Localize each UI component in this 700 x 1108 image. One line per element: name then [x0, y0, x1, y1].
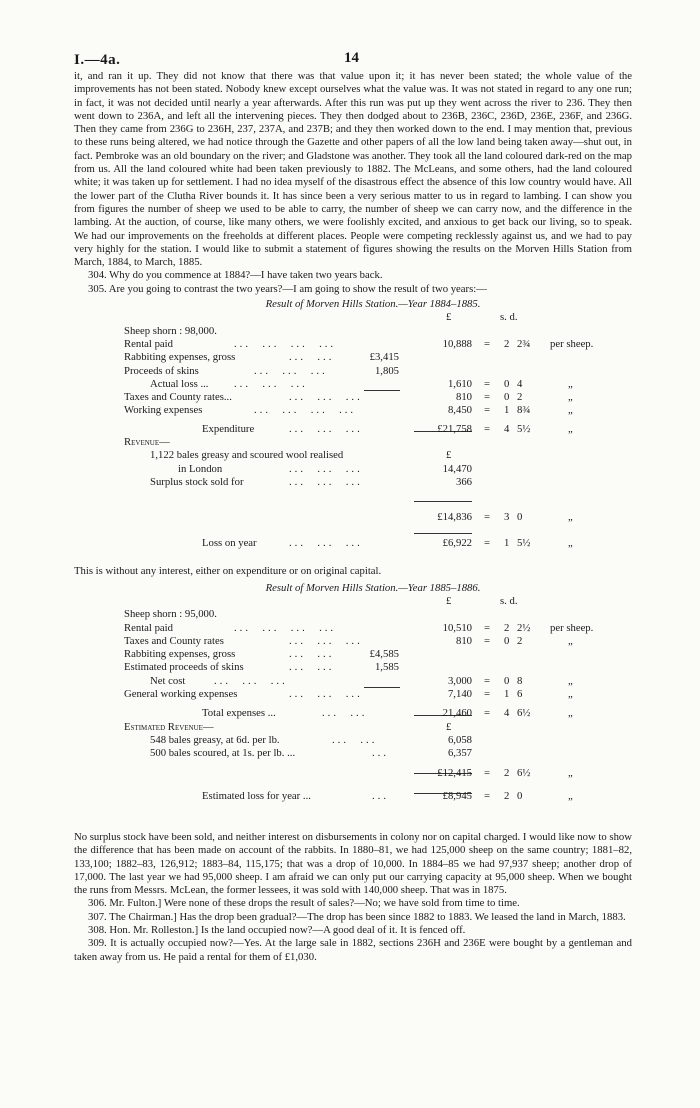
row-label: in London — [178, 462, 223, 475]
table-row: General working expenses ... ... ... 7,140 = 1 6 „ — [124, 688, 573, 701]
row-label: Estimated loss for year ... — [202, 789, 311, 802]
equals: = — [484, 377, 491, 390]
document-page — [74, 40, 632, 964]
equals: = — [484, 634, 491, 647]
pence: 2 — [517, 391, 523, 404]
ditto-mark: „ — [568, 789, 573, 802]
table-row: Taxes and County rates ... ... ... 810 = 0 2 „ — [124, 634, 573, 647]
equals: = — [484, 337, 491, 350]
table-row — [74, 608, 632, 621]
per-sheep: per sheep. — [550, 337, 594, 350]
row-label: Taxes and County rates... — [124, 391, 232, 404]
pence: 2¾ — [517, 337, 531, 350]
pence: 5½ — [517, 422, 531, 435]
equals: = — [484, 674, 491, 687]
ditto-mark: „ — [568, 536, 573, 549]
row-amount: 6,058 — [447, 733, 472, 746]
row-amount: 10,510 — [442, 621, 472, 634]
row-amount: £4,585 — [369, 648, 399, 661]
row-amount: £12,415 — [437, 766, 472, 779]
pence: 5½ — [517, 536, 531, 549]
table-row: Proceeds of skins ... ... ... 1,805 — [124, 364, 399, 377]
equals: = — [484, 536, 491, 549]
ditto-mark: „ — [568, 377, 573, 390]
row-amount: 14,470 — [442, 462, 472, 475]
row-label: Rental paid — [124, 337, 173, 350]
paragraph-testimony: it, and ran it up. They did not know that there was that value upon it; it has never been stated; the whole value of the improvements has not been stated. Nobody knew except ourselves what the value was. It was not stated in regard to any one run; in fact, it was not decided until nearly a year afterwards. After this run was put up they went across the river to 236. They then went down to 236A, and left all the intervening pieces. They then dodged about to 236B, 236C, 236D, 236E, 236F, and 236G. Then they came from 236G to 236H, 237, 237A, and 237B; and they then worked down to the end. I may mention that, previous to these runs being altered, we had notice through the Gazette and other papers of all the low land being taken away—shut out, in fact. Pembroke was an old boundary on the river; and Gladstone was another. They took all the land coloured dark-red on the map from us. All the land coloured white had been taken previously to 1882. The McLeans, and some others, had the land coloured white; it was taken up for settlement. I had no idea myself of the disastrous effect the absence of this low country would have. All the lower part of the Clutha River bounds it. It has since been a very serious matter to us in regard to lambing. I can show you from figures the number of sheep we used to be able to carry, the number of sheep we can carry now, and the difference in the lambing. At the auction, of course, like many others, we were foolishly excited, and anxious to get back our living, so to speak. We had our improvements on the freeholds at different places. People were competing recklessly against us, and we had to pay very highly for the station. I would like to submit a statement of figures showing the results on the Morven Hills Station from March, 1884, to March, 1885. — [74, 70, 632, 269]
ditto-mark: „ — [568, 766, 573, 779]
row-amount: 6,357 — [447, 747, 472, 760]
row-amount: 7,140 — [447, 688, 472, 701]
table-row: Taxes and County rates... ... ... ... 810 = 0 2 „ — [124, 391, 573, 404]
shillings: 1 — [504, 688, 510, 701]
pound-mark: £ — [446, 449, 452, 462]
pence: 2 — [517, 634, 523, 647]
table-row: Rental paid ... ... ... ... 10,510 = 2 2½ per sheep. — [124, 621, 594, 634]
shillings: 0 — [504, 674, 510, 687]
shillings: 2 — [504, 337, 510, 350]
shillings: 0 — [504, 634, 510, 647]
table-row: in London ... ... ... 14,470 — [178, 462, 472, 475]
table-row — [74, 721, 632, 734]
question-309: 309. It is actually occupied now?—Yes. At the large sale in 1882, sections 236H and 236E were bought by a gentleman and taken away from us. He paid a rental for them of £1,030. — [74, 937, 632, 963]
question-304: 304. Why do you commence at 1884?—I have taken two years back. — [88, 269, 383, 282]
row-label: 1,122 bales greasy and scoured wool realised — [150, 449, 344, 462]
row-label: Sheep shorn : 98,000. — [124, 324, 217, 337]
shillings: 2 — [504, 766, 510, 779]
ditto-mark: „ — [568, 634, 573, 647]
page-header — [74, 40, 632, 70]
row-amount: 1,585 — [374, 661, 399, 674]
row-label: Estimated proceeds of skins — [124, 661, 244, 674]
row-label: Working expenses — [124, 404, 203, 417]
paragraph-rabbits: No surplus stock have been sold, and neither interest on disbursements in colony nor on capital charged. I would like now to show the difference that has been made on account of the rabbits. In 1880–81, we had 125,000 sheep on the same country; 1881–82, 133,100; 1882–83, 126,912; 1883–84, 115,175; that was a drop of 10,000. In 1884–85 we had 97,937 sheep; another drop of 17,000. The last year we had 95,000 sheep. I am afraid we can only put our carrying capacity at 95,000 sheep. When we bought the runs from Messrs. McLean, the former lessees, it was sold with 140,000 sheep. That was in 1875. — [74, 830, 632, 897]
table-row: Expenditure ... ... ... £21,758 = 4 5½ „ — [202, 422, 573, 435]
shillings: 2 — [504, 621, 510, 634]
ditto-mark: „ — [568, 674, 573, 687]
question-306: 306. Mr. Fulton.] Were none of these drops the result of sales?—No; we have sold from time to time. — [88, 897, 520, 910]
row-label: Rabbiting expenses, gross — [124, 351, 236, 364]
equals: = — [484, 766, 491, 779]
table-row: Rabbiting expenses, gross ... ... £3,415 — [124, 351, 399, 364]
page-number: 14 — [344, 50, 359, 66]
row-amount: £21,758 — [437, 422, 472, 435]
table-2-title: Result of Morven Hills Station.—Year 1885–1886. — [265, 581, 481, 594]
sd-header: s. d. — [500, 311, 518, 324]
shillings: 4 — [504, 707, 510, 720]
pence: 8¾ — [517, 404, 531, 417]
table-row — [74, 449, 632, 462]
pence: 0 — [517, 789, 523, 802]
shillings: 0 — [504, 391, 510, 404]
ditto-mark: „ — [568, 422, 573, 435]
sd-header: s. d. — [500, 594, 518, 607]
row-amount: £3,415 — [369, 351, 399, 364]
pence: 6½ — [517, 707, 531, 720]
shillings: 3 — [504, 511, 510, 524]
row-label: 548 bales greasy, at 6d. per lb. — [150, 733, 280, 746]
table-row: 548 bales greasy, at 6d. per lb. ... ... 6,058 — [150, 733, 472, 746]
table-row — [74, 325, 632, 338]
question-307: 307. The Chairman.] Has the drop been gradual?—The drop has been since 1882 to 1883. We leased the land in March, 1883. — [88, 910, 626, 923]
shillings: 4 — [504, 422, 510, 435]
shillings: 0 — [504, 377, 510, 390]
question-305: 305. Are you going to contrast the two years?—I am going to show the result of two years:— — [88, 282, 487, 295]
row-amount: 1,610 — [447, 377, 472, 390]
table-row: 500 bales scoured, at 1s. per lb. ... ... 6,357 — [150, 747, 472, 760]
row-label: Rabbiting expenses, gross — [124, 648, 236, 661]
row-label: 500 bales scoured, at 1s. per lb. ... — [150, 747, 296, 760]
table-row: Actual loss ... ... ... ... 1,610 = 0 4 „ — [150, 377, 573, 390]
equals: = — [484, 511, 491, 524]
row-label: Rental paid — [124, 621, 173, 634]
section-label: Estimated Revenue— — [124, 720, 214, 733]
row-label: Surplus stock sold for — [150, 475, 244, 488]
equals: = — [484, 404, 491, 417]
table-row — [74, 436, 632, 449]
row-label: Loss on year — [202, 536, 257, 549]
row-amount: 21,460 — [442, 707, 472, 720]
ditto-mark: „ — [568, 688, 573, 701]
table-row — [74, 311, 632, 324]
table-row: Working expenses ... ... ... ... 8,450 = 1 8¾ „ — [124, 404, 573, 417]
row-amount: 810 — [455, 391, 472, 404]
row-label: Net cost — [150, 674, 186, 687]
question-308: 308. Hon. Mr. Rolleston.] Is the land occupied now?—A good deal of it. It is fenced off. — [88, 924, 466, 937]
table-row: Estimated loss for year ... ... £8,945 = 2 0 „ — [202, 789, 573, 802]
table-row: Loss on year ... ... ... £6,922 = 1 5½ „ — [202, 536, 573, 549]
pence: 2½ — [517, 621, 531, 634]
ditto-mark: „ — [568, 391, 573, 404]
shillings: 1 — [504, 536, 510, 549]
table-row: Net cost ... ... ... 3,000 = 0 8 „ — [150, 674, 573, 687]
shillings: 2 — [504, 789, 510, 802]
table-row: Estimated proceeds of skins ... ... 1,585 — [124, 661, 399, 674]
pound-header: £ — [446, 594, 452, 607]
pound-header: £ — [446, 311, 452, 324]
note-interest: This is without any interest, either on expenditure or on original capital. — [74, 565, 382, 578]
row-amount: 10,888 — [442, 337, 472, 350]
row-amount: 3,000 — [447, 674, 472, 687]
row-amount: 810 — [455, 634, 472, 647]
table-row — [74, 595, 632, 608]
pound-mark: £ — [446, 720, 452, 733]
pence: 8 — [517, 674, 523, 687]
equals: = — [484, 621, 491, 634]
shillings: 1 — [504, 404, 510, 417]
section-label: Revenue— — [124, 436, 170, 449]
ditto-mark: „ — [568, 404, 573, 417]
row-label: General working expenses — [124, 688, 238, 701]
table-1-totals — [74, 511, 632, 565]
pence: 0 — [517, 511, 523, 524]
equals: = — [484, 391, 491, 404]
table-row: Surplus stock sold for ... ... ... 366 — [150, 475, 472, 488]
ditto-mark: „ — [568, 707, 573, 720]
row-label: Proceeds of skins — [124, 364, 199, 377]
row-label: Taxes and County rates — [124, 634, 224, 647]
table-row: Rental paid ... ... ... ... 10,888 = 2 2¾ per sheep. — [124, 337, 594, 350]
row-label: Actual loss ... — [150, 377, 209, 390]
table-row: Total expenses ... ... ... 21,460 = 4 6½ „ — [202, 707, 573, 720]
table-1 — [74, 311, 632, 511]
row-amount: £14,836 — [437, 511, 472, 524]
row-amount: 8,450 — [447, 404, 472, 417]
equals: = — [484, 422, 491, 435]
pence: 6½ — [517, 766, 531, 779]
pence: 4 — [517, 377, 523, 390]
equals: = — [484, 707, 491, 720]
row-label: Total expenses ... — [202, 707, 276, 720]
document-reference: I.—4a. — [74, 52, 121, 68]
row-amount: 1,805 — [374, 364, 399, 377]
per-sheep: per sheep. — [550, 621, 594, 634]
row-amount: £8,945 — [442, 789, 472, 802]
ditto-mark: „ — [568, 511, 573, 524]
pence: 6 — [517, 688, 523, 701]
table-2 — [74, 595, 632, 831]
row-amount: 366 — [455, 475, 472, 488]
table-row — [74, 511, 632, 524]
row-amount: £6,922 — [442, 536, 472, 549]
equals: = — [484, 789, 491, 802]
table-row: Rabbiting expenses, gross ... ... £4,585 — [124, 648, 399, 661]
equals: = — [484, 688, 491, 701]
table-row — [74, 767, 632, 780]
row-label: Sheep shorn : 95,000. — [124, 608, 217, 621]
row-label: Expenditure — [202, 422, 255, 435]
table-1-title: Result of Morven Hills Station.—Year 1884–1885. — [265, 298, 481, 311]
